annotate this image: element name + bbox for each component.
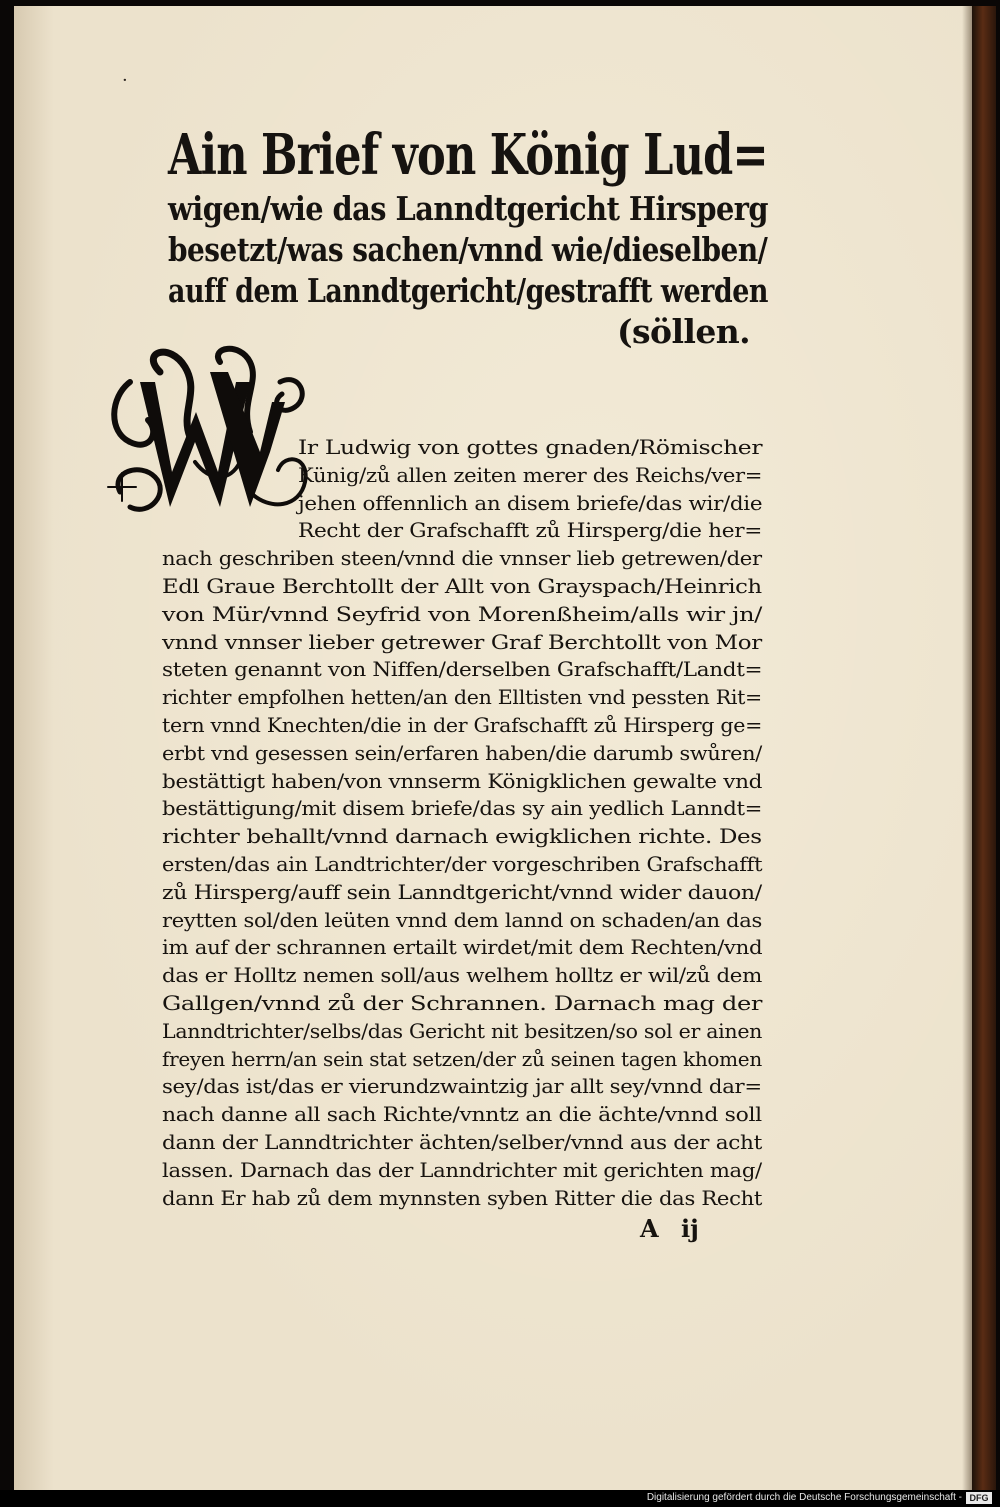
body-paragraph xyxy=(162,434,762,1212)
text-line: richter empfolhen hetten/an den Elltisten vnd pessten Rit= xyxy=(162,685,762,710)
text-line: dann der Lanndtrichter ächten/selber/vnnd aus der acht xyxy=(162,1129,762,1154)
title-line-2: wigen/wie das Lanndtgericht Hirsperg xyxy=(168,189,769,228)
title-line-1: Ain Brief von König Lud= xyxy=(168,122,768,188)
text-line: im auf der schrannen ertailt wirdet/mit dem Rechten/vnd xyxy=(162,935,763,960)
footer-credit: Digitalisierung gefördert durch die Deutsche Forschungsgemeinschaft - xyxy=(646,1492,962,1503)
text-line: bestättigung/mit disem briefe/das sy ain yedlich Lanndt= xyxy=(162,796,763,821)
dfg-logo[interactable]: DFG xyxy=(966,1492,992,1504)
book-spine-edge xyxy=(972,6,996,1490)
text-line: bestättigt haben/von vnnserm Königklichen gewalte vnd xyxy=(162,768,763,793)
text-line: Ir Ludwig von gottes gnaden/Römischer xyxy=(298,435,763,459)
text-line: Gallgen/vnnd zů der Schrannen. Darnach mag der xyxy=(162,990,763,1015)
title-line-3: besetzt/was sachen/vnnd wie/dieselben/ xyxy=(168,230,768,269)
text-line: von Mür/vnnd Seyfrid von Morenßheim/alls wir jn/ xyxy=(162,601,762,626)
text-line: dann Er hab zů dem mynnsten syben Ritter die das Recht xyxy=(162,1185,763,1210)
page-gutter-shadow xyxy=(962,6,972,1490)
ink-dot-mark: · xyxy=(122,70,128,91)
footer-bar xyxy=(0,1490,1000,1507)
signature-mark: A ij xyxy=(640,1214,699,1243)
text-line: vnnd vnnser lieber getrewer Graf Berchtollt von Mor xyxy=(162,629,762,654)
text-line: Lanndtrichter/selbs/das Gericht nit besitzen/so sol er ainen xyxy=(162,1018,763,1043)
text-line: lassen. Darnach das der Lanndrichter mit gerichten mag/ xyxy=(162,1157,762,1182)
text-line: nach danne all sach Richte/vnntz an die ächte/vnnd soll xyxy=(162,1102,762,1127)
text-line: erbt vnd gesessen sein/erfaren haben/die darumb swůren/ xyxy=(162,740,762,765)
text-line: Edl Graue Berchtollt der Allt von Grayspach/Heinrich xyxy=(162,573,762,598)
text-line: sey/das ist/das er vierundzwaintzig jar allt sey/vnnd dar= xyxy=(162,1074,762,1099)
text-line: das er Holltz nemen soll/aus welhem holltz er wil/zů dem xyxy=(162,963,762,988)
text-line: Künig/zů allen zeiten merer des Reichs/ver= xyxy=(298,462,763,487)
text-line: Recht der Grafschafft zů Hirsperg/die her= xyxy=(298,518,763,543)
text-line: nach geschriben steen/vnnd die vnnser lieb getrewen/der xyxy=(162,546,762,571)
title-line-5: (söllen. xyxy=(617,312,750,351)
document-title xyxy=(168,122,768,352)
text-line: zů Hirsperg/auff sein Lanndtgericht/vnnd wider dauon/ xyxy=(162,879,762,904)
text-line: reytten sol/den leüten vnnd dem lannd on schaden/an das xyxy=(162,907,762,932)
text-line: tern vnnd Knechten/die in der Grafschafft zů Hirsperg ge= xyxy=(162,712,763,737)
text-line: ersten/das ain Landtrichter/der vorgeschriben Grafschafft xyxy=(162,851,763,876)
title-line-4: auff dem Lanndtgericht/gestrafft werden xyxy=(168,271,768,310)
text-line: jehen offennlich an disem briefe/das wir/die xyxy=(298,490,763,515)
text-line: freyen herrn/an sein stat setzen/der zů seinen tagen khomen xyxy=(162,1046,762,1071)
text-line: richter behallt/vnnd darnach ewigklichen richte. Des xyxy=(162,824,762,849)
text-line: steten genannt von Niffen/derselben Grafschafft/Landt= xyxy=(162,657,763,682)
